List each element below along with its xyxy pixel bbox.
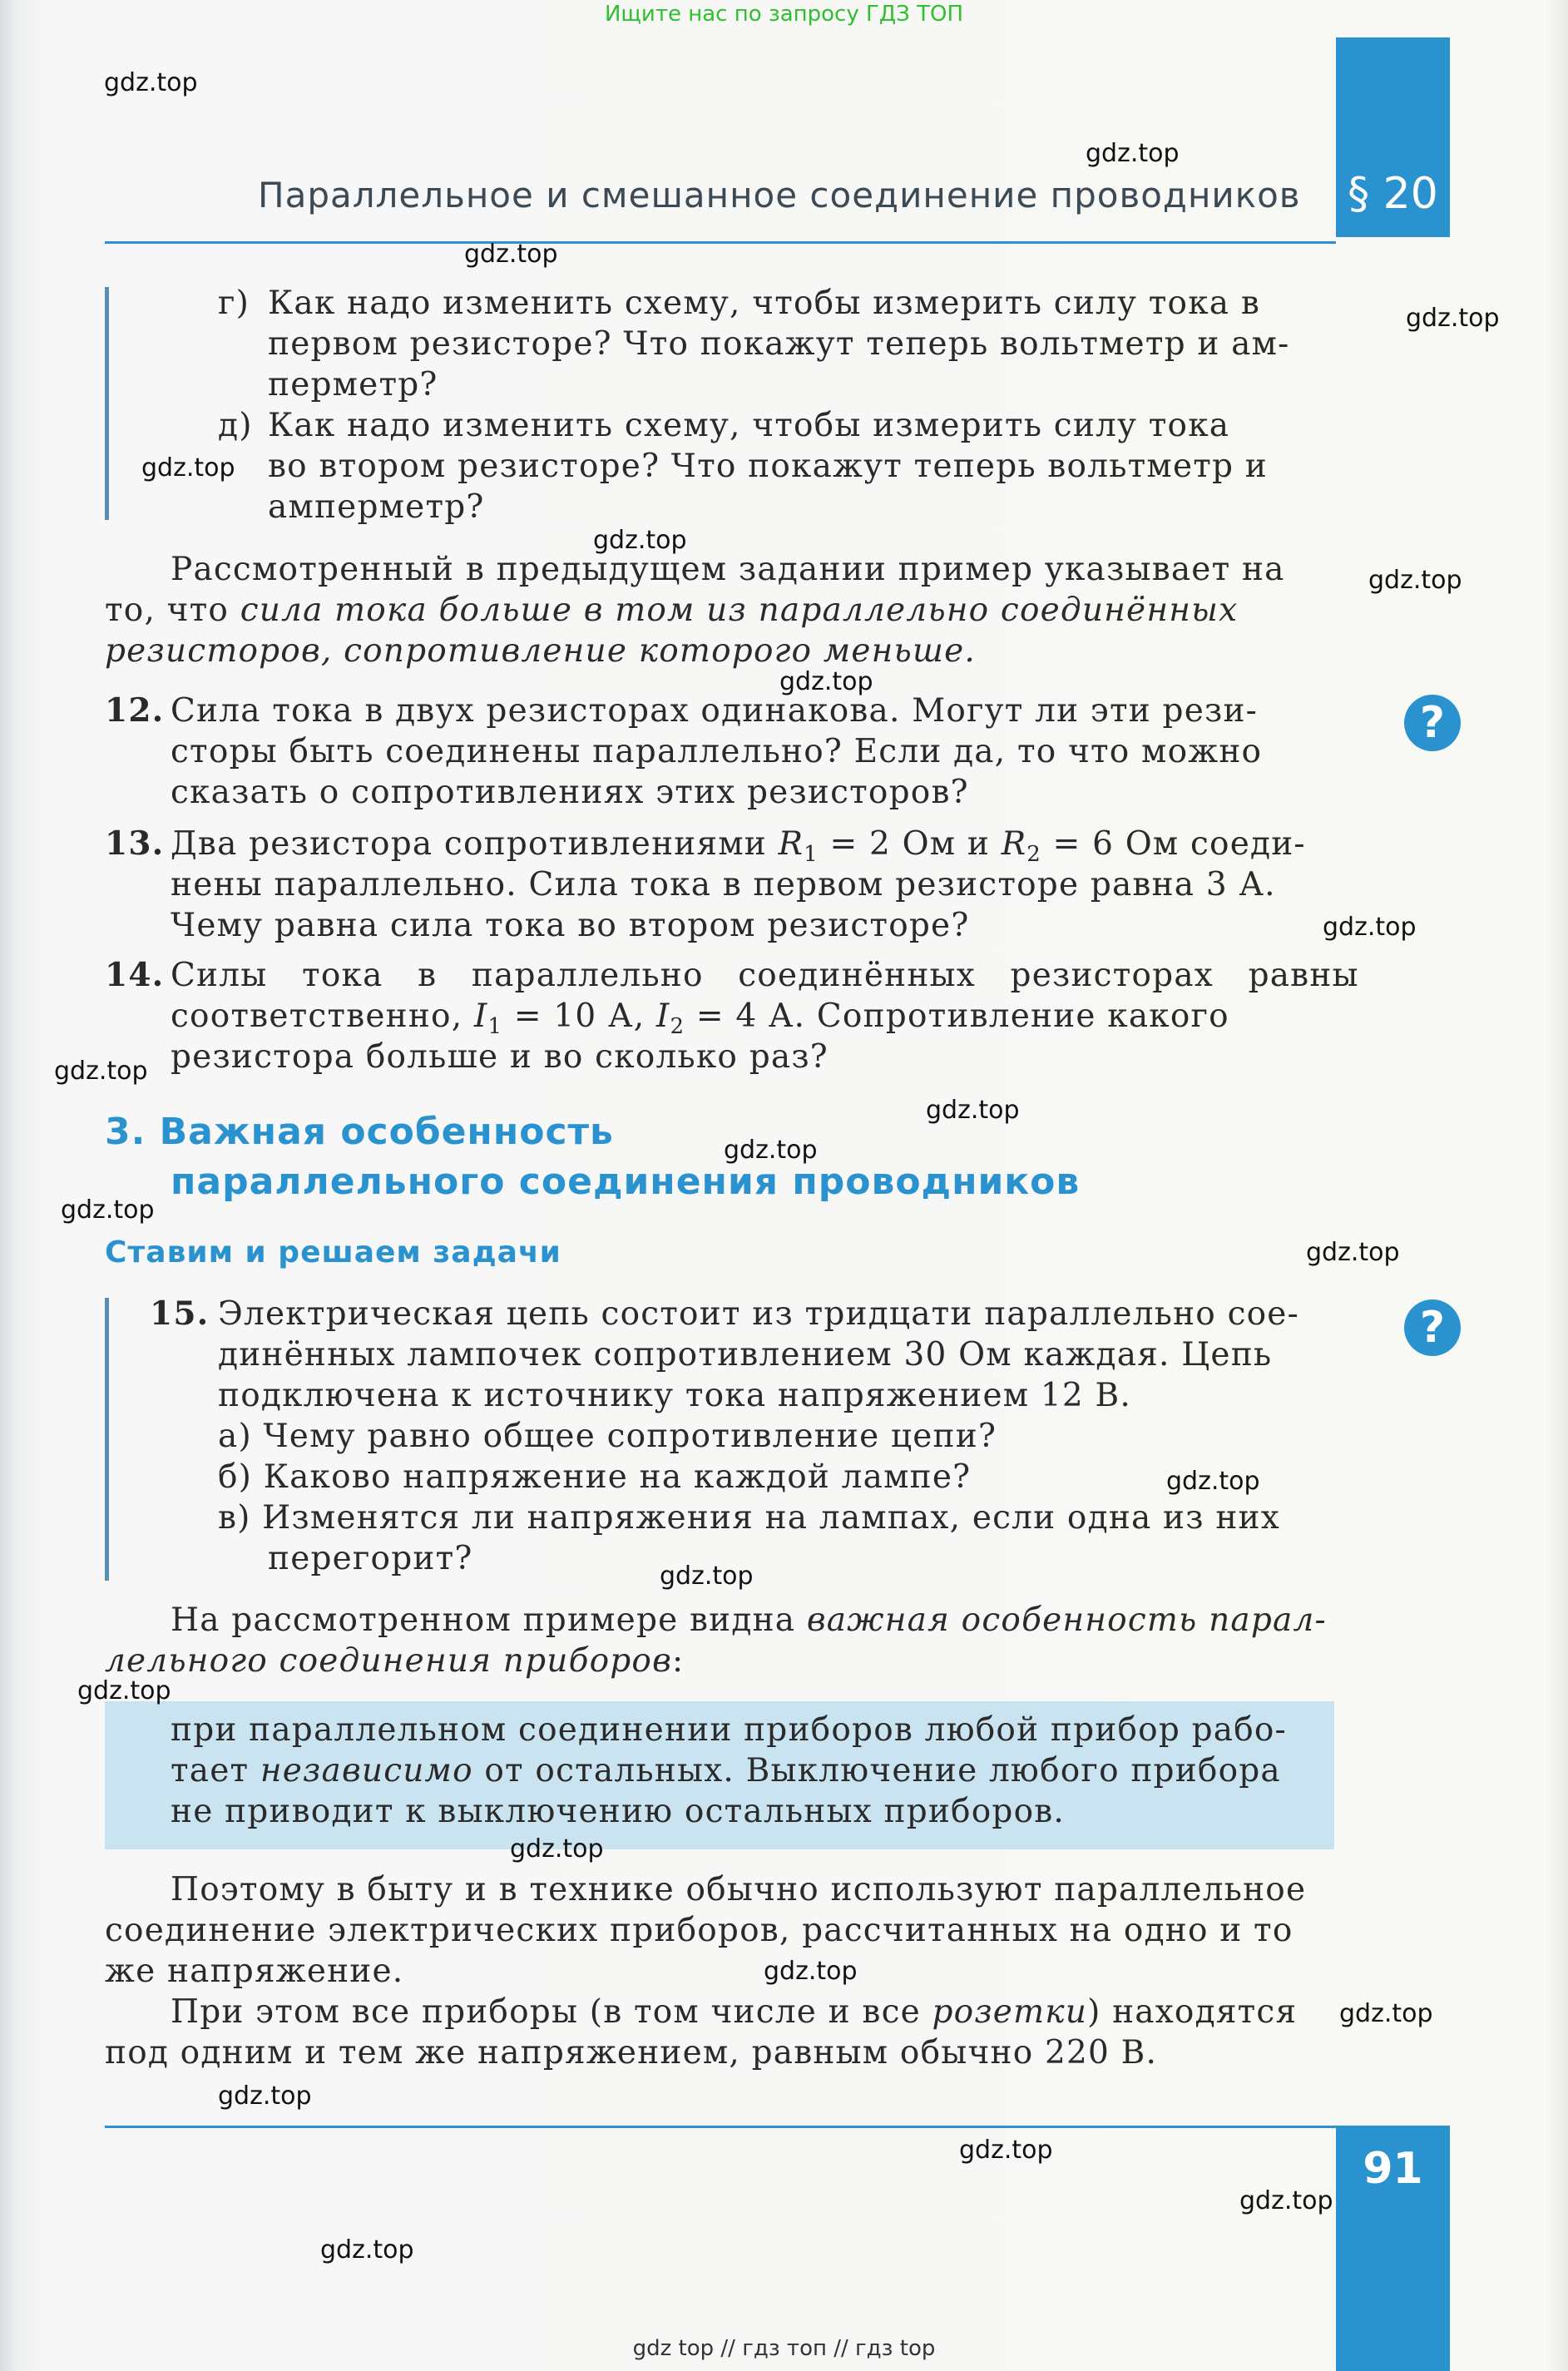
watermark-label[interactable]: gdz.top <box>764 1957 858 1986</box>
section-tab <box>1336 37 1450 237</box>
watermark-label[interactable]: gdz.top <box>1306 1238 1400 1267</box>
task-side-bar <box>105 287 109 520</box>
q12-line2: сторы быть соединены параллельно? Если да, то что можно <box>171 733 1263 770</box>
task-side-bar <box>105 1298 109 1581</box>
question-icon: ? <box>1404 1299 1461 1356</box>
footer-divider <box>105 2126 1336 2128</box>
page-header-title: Параллельное и смешанное соединение проводников <box>258 175 1301 215</box>
watermark-label[interactable]: gdz.top <box>104 68 198 97</box>
q15-item-b: б) Каково напряжение на каждой лампе? <box>218 1458 972 1496</box>
q12-line3: сказать о сопротивлениях этих резисторов? <box>171 774 969 811</box>
section3-subtitle: Ставим и решаем задачи <box>105 1235 561 1270</box>
watermark-label[interactable]: gdz.top <box>1339 1999 1433 2028</box>
q13-line1: Два резистора сопротивлениями $R_1 = 2$ Ом и $R_2 = 6$ Ом соеди- <box>171 825 1306 867</box>
q12-number: 12. <box>105 691 165 730</box>
item-g-line1: Как надо изменить схему, чтобы измерить силу тока в <box>268 285 1260 322</box>
rule-line1: при параллельном соединении приборов любой прибор рабо- <box>171 1711 1287 1749</box>
watermark-label[interactable]: gdz.top <box>779 667 873 696</box>
q14-line2: соответственно, $I_1 = 10$ А, $I_2 = 4$ А. Сопротивление какого <box>171 997 1229 1039</box>
q15-line1: Электрическая цепь состоит из тридцати параллельно сое- <box>218 1295 1299 1333</box>
watermark-label[interactable]: gdz.top <box>1239 2186 1333 2215</box>
q15-item-a: а) Чему равно общее сопротивление цепи? <box>218 1418 997 1455</box>
feature-line1: На рассмотренном примере видна важная особенность парал- <box>171 1601 1327 1639</box>
watermark-top[interactable]: Ищите нас по запросу ГДЗ ТОП <box>604 2 964 27</box>
page-number: 91 <box>1363 2144 1423 2194</box>
final-line1: Поэтому в быту и в технике обычно используют параллельное <box>171 1871 1307 1908</box>
item-g-label: г) <box>218 285 250 322</box>
final-line2: соединение электрических приборов, рассчитанных на одно и то <box>105 1912 1293 1949</box>
watermark-label[interactable]: gdz.top <box>1323 913 1417 942</box>
section3-title-line2: параллельного соединения проводников <box>171 1161 1081 1203</box>
item-g-line2: первом резисторе? Что покажут теперь вольтметр и ам- <box>268 325 1290 363</box>
watermark-label[interactable]: gdz.top <box>1368 566 1462 595</box>
q14-line1: Силы тока в параллельно соединённых резисторах равны <box>171 957 1359 994</box>
final-line4: При этом все приборы (в том числе и все розетки) находятся <box>171 1993 1298 2031</box>
question-icon: ? <box>1404 695 1461 751</box>
watermark-label[interactable]: gdz.top <box>510 1834 604 1864</box>
watermark-label[interactable]: gdz.top <box>1166 1467 1260 1496</box>
q14-number: 14. <box>105 956 165 994</box>
watermark-label[interactable]: gdz.top <box>724 1136 818 1165</box>
q15-item-c-line2: перегорит? <box>268 1540 473 1577</box>
item-g-line3: перметр? <box>268 366 438 403</box>
watermark-label[interactable]: gdz.top <box>54 1057 148 1086</box>
watermark-label[interactable]: gdz.top <box>77 1676 171 1705</box>
feature-line2: лельного соединения приборов: <box>105 1642 685 1680</box>
item-d-line3: амперметр? <box>268 488 485 526</box>
watermark-label[interactable]: gdz.top <box>926 1096 1020 1125</box>
q15-line3: подключена к источнику тока напряжением 12 В. <box>218 1377 1131 1414</box>
conclusion-line1: Рассмотренный в предыдущем задании пример указывает на <box>171 551 1285 588</box>
rule-line2: тает независимо от остальных. Выключение любого прибора <box>171 1752 1281 1789</box>
watermark-label[interactable]: gdz.top <box>464 240 558 269</box>
page-number-tab <box>1336 2126 1450 2371</box>
q14-line3: резистора больше и во сколько раз? <box>171 1038 829 1076</box>
watermark-label[interactable]: gdz.top <box>1086 139 1180 168</box>
watermark-label[interactable]: gdz.top <box>1406 304 1500 333</box>
q13-number: 13. <box>105 824 165 863</box>
watermark-label[interactable]: gdz.top <box>660 1562 754 1591</box>
q15-number: 15. <box>150 1294 210 1333</box>
watermark-label[interactable]: gdz.top <box>61 1195 155 1225</box>
q12-line1: Сила тока в двух резисторах одинакова. Могут ли эти рези- <box>171 692 1259 730</box>
watermark-label[interactable]: gdz.top <box>593 526 687 555</box>
watermark-bottom[interactable]: gdz top // гдз топ // гдз top <box>632 2336 936 2361</box>
conclusion-line2: то, что сила тока больше в том из параллельно соединённых <box>105 592 1239 629</box>
q13-line2: нены параллельно. Сила тока в первом резисторе равна 3 А. <box>171 866 1276 903</box>
conclusion-line3: резисторов, сопротивление которого меньше. <box>105 632 976 670</box>
item-d-line2: во втором резисторе? Что покажут теперь вольтметр и <box>268 448 1268 485</box>
final-line5: под одним и тем же напряжением, равным обычно 220 В. <box>105 2034 1158 2072</box>
section-number: § 20 <box>1348 169 1438 219</box>
q15-item-c-line1: в) Изменятся ли напряжения на лампах, если одна из них <box>218 1499 1280 1537</box>
watermark-label[interactable]: gdz.top <box>959 2136 1053 2165</box>
q13-line3: Чему равна сила тока во втором резисторе? <box>171 907 970 944</box>
item-d-label: д) <box>218 407 253 444</box>
section3-title-line1: 3. Важная особенность <box>105 1111 614 1153</box>
rule-line3: не приводит к выключению остальных приборов. <box>171 1793 1066 1830</box>
watermark-label[interactable]: gdz.top <box>141 453 235 483</box>
header-divider <box>105 241 1336 244</box>
watermark-label[interactable]: gdz.top <box>218 2081 312 2111</box>
watermark-label[interactable]: gdz.top <box>320 2235 414 2265</box>
q15-line2: динённых лампочек сопротивлением 30 Ом каждая. Цепь <box>218 1336 1273 1374</box>
final-line3: же напряжение. <box>105 1953 404 1990</box>
item-d-line1: Как надо изменить схему, чтобы измерить силу тока <box>268 407 1230 444</box>
